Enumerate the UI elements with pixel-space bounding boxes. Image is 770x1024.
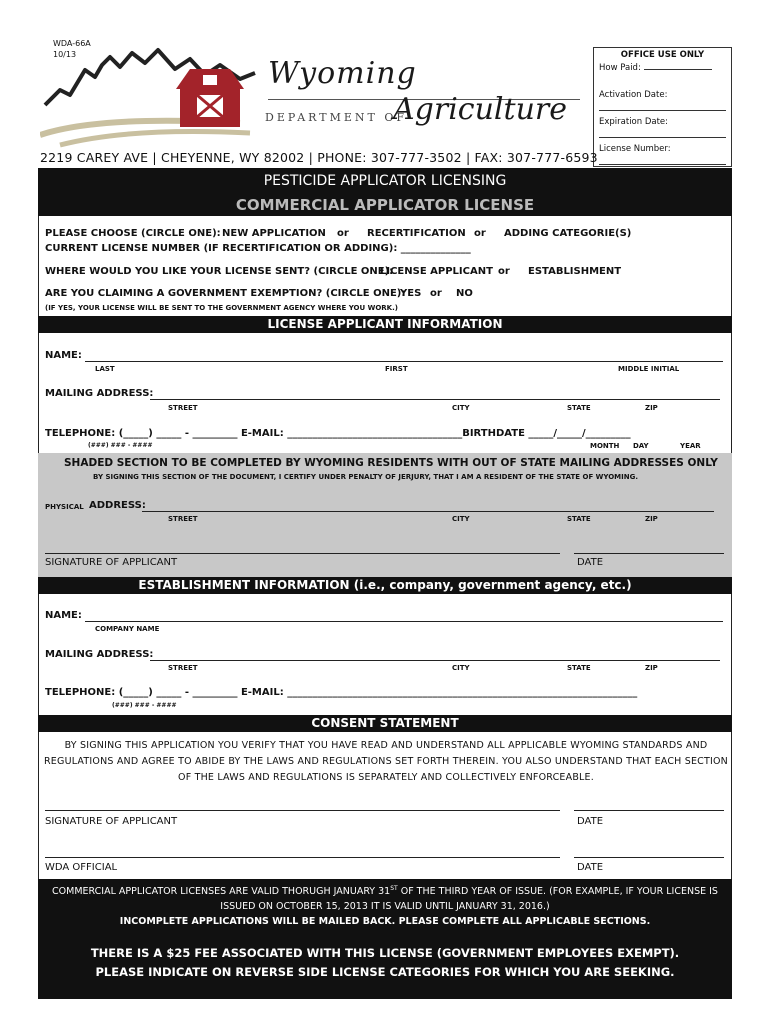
establishment-phone-email[interactable]: TELEPHONE: (_____) _____ - _________ E-MAIL: ______________________________________________________________________	[45, 687, 638, 698]
or-text: or	[474, 228, 486, 239]
sent-label: WHERE WOULD YOU LIKE YOUR LICENSE SENT? (CIRCLE ONE):	[45, 266, 394, 277]
resident-signature-input[interactable]	[45, 553, 560, 554]
resident-date-input[interactable]	[574, 553, 724, 554]
phone-format: (###) ### - ####	[88, 442, 153, 449]
wyoming-agriculture-logo	[40, 45, 265, 150]
physical-address-label: ADDRESS:	[89, 500, 146, 511]
label-state: STATE	[567, 664, 591, 672]
validity-text-a: COMMERCIAL APPLICATOR LICENSES ARE VALID THORUGH JANUARY 31	[52, 886, 391, 898]
office-use-box	[593, 47, 732, 167]
validity-text-b: OF THE THIRD YEAR OF ISSUE. (FOR EXAMPLE, IF YOUR LICENSE IS ISSUED ON OCTOBER 15, 2013 IT IS VALID UNTIL JANUARY 31, 2016.)	[220, 886, 718, 913]
fee-notice: THERE IS A $25 FEE ASSOCIATED WITH THIS LICENSE (GOVERNMENT EMPLOYEES EXEMPT).	[90, 946, 680, 961]
current-license-field[interactable]: CURRENT LICENSE NUMBER (IF RECERTIFICATION OR ADDING): ______________	[45, 243, 471, 254]
establishment-section-title: ESTABLISHMENT INFORMATION (i.e., company, government agency, etc.)	[38, 577, 732, 594]
office-field-how-paid[interactable]	[599, 63, 726, 90]
option-adding-categories[interactable]: ADDING CATEGORIE(S)	[504, 228, 632, 239]
consent-date-label: DATE	[577, 816, 604, 827]
choose-label: PLEASE CHOOSE (CIRCLE ONE):	[45, 228, 221, 239]
label-month: MONTH	[590, 442, 620, 450]
office-field-expiration[interactable]	[599, 117, 726, 144]
option-new-application[interactable]: NEW APPLICATION	[222, 228, 326, 239]
logo-agriculture: Agriculture	[393, 92, 567, 127]
consent-section-title: CONSENT STATEMENT	[38, 715, 732, 732]
consent-signature-label: SIGNATURE OF APPLICANT	[45, 816, 178, 827]
resident-signature-label: SIGNATURE OF APPLICANT	[45, 557, 178, 568]
applicant-name-label: NAME:	[45, 350, 82, 361]
label-last: LAST	[95, 365, 115, 373]
establishment-name-input[interactable]	[85, 621, 723, 622]
label-year: YEAR	[680, 442, 701, 450]
official-date-label: DATE	[577, 862, 604, 873]
label-city: CITY	[452, 404, 470, 412]
incomplete-notice: INCOMPLETE APPLICATIONS WILL BE MAILED BACK. PLEASE COMPLETE ALL APPLICABLE SECTIONS.	[119, 916, 651, 928]
office-use-title: OFFICE USE ONLY	[620, 50, 705, 60]
option-recertification[interactable]: RECERTIFICATION	[367, 228, 466, 239]
or-text: or	[337, 228, 349, 239]
label-zip: ZIP	[645, 664, 658, 672]
footer-notice	[38, 879, 732, 999]
agency-address: 2219 CAREY AVE | CHEYENNE, WY 82002 | PHONE: 307-777-3502 | FAX: 307-777-6593	[40, 150, 598, 165]
exempt-label: ARE YOU CLAIMING A GOVERNMENT EXEMPTION? (CIRCLE ONE):	[45, 288, 406, 299]
label-street: STREET	[168, 404, 198, 412]
applicant-mailing-input[interactable]	[150, 399, 720, 400]
or-text: or	[498, 266, 510, 277]
office-field-label: Activation Date:	[599, 90, 668, 100]
applicant-mailing-label: MAILING ADDRESS:	[45, 388, 154, 399]
official-label: WDA OFFICIAL	[45, 862, 118, 873]
option-yes[interactable]: YES	[400, 288, 422, 299]
label-state: STATE	[567, 404, 591, 412]
office-field-label: Expiration Date:	[599, 117, 669, 127]
applicant-section-title: LICENSE APPLICANT INFORMATION	[38, 316, 732, 333]
option-license-applicant[interactable]: LICENSE APPLICANT	[380, 266, 493, 277]
establishment-mailing-label: MAILING ADDRESS:	[45, 649, 154, 660]
office-field-label: How Paid:	[599, 63, 641, 73]
consent-text: BY SIGNING THIS APPLICATION YOU VERIFY THAT YOU HAVE READ AND UNDERSTAND ALL APPLICABLE WYOMING STANDARDS AND REGULATIONS AND AGREE TO ABIDE BY THE LAWS AND REGULATIONS SET FORTH THEREIN. YOU ALSO UNDERSTAND THAT EACH SECTION OF THE LAWS AND REGULATIONS IS SEPARATELY AND COLLECTIVELY ENFORCEABLE.	[44, 740, 728, 783]
validity-superscript: ST	[390, 885, 398, 892]
form-number: WDA-66A	[53, 39, 91, 48]
official-signature-input[interactable]	[45, 857, 560, 858]
office-field-label: License Number:	[599, 144, 671, 154]
office-field-activation[interactable]	[599, 90, 726, 117]
form-subtitle: COMMERCIAL APPLICATOR LICENSE	[38, 194, 732, 216]
logo-wyoming: Wyoming	[268, 56, 417, 91]
office-field-license-number[interactable]	[599, 144, 726, 171]
establishment-name-label: NAME:	[45, 610, 82, 621]
establishment-mailing-input[interactable]	[150, 660, 720, 661]
label-state: STATE	[567, 515, 591, 523]
label-company-name: COMPANY NAME	[95, 625, 160, 633]
phone-format: (###) ### - ####	[112, 702, 177, 709]
label-city: CITY	[452, 664, 470, 672]
logo-department-of: DEPARTMENT OF	[265, 111, 408, 124]
label-street: STREET	[168, 515, 198, 523]
consent-signature-input[interactable]	[45, 810, 560, 811]
label-first: FIRST	[385, 365, 408, 373]
applicant-name-input[interactable]	[85, 361, 723, 362]
exempt-note: (IF YES, YOUR LICENSE WILL BE SENT TO THE GOVERNMENT AGENCY WHERE YOU WORK.)	[45, 304, 398, 312]
applicant-phone-email-birthdate[interactable]: TELEPHONE: (_____) _____ - _________ E-MAIL: ___________________________________BIRTHDATE _____/_____/_________	[45, 428, 631, 439]
resident-date-label: DATE	[577, 557, 604, 568]
label-city: CITY	[452, 515, 470, 523]
reverse-side-notice: PLEASE INDICATE ON REVERSE SIDE LICENSE CATEGORIES FOR WHICH YOU ARE SEEKING.	[95, 965, 675, 980]
label-street: STREET	[168, 664, 198, 672]
option-no[interactable]: NO	[456, 288, 473, 299]
resident-section-title: SHADED SECTION TO BE COMPLETED BY WYOMING RESIDENTS WITH OUT OF STATE MAILING ADDRESSES ONLY	[64, 457, 718, 469]
form-revision-date: 10/13	[53, 50, 77, 59]
label-physical: PHYSICAL	[45, 503, 84, 511]
validity-notice	[38, 879, 732, 914]
consent-date-input[interactable]	[574, 810, 724, 811]
physical-address-input[interactable]	[142, 511, 714, 512]
resident-certify-text: BY SIGNING THIS SECTION OF THE DOCUMENT, I CERTIFY UNDER PENALTY OF JERJURY, THAT I AM A RESIDENT OF THE STATE OF WYOMING.	[93, 473, 638, 481]
label-zip: ZIP	[645, 404, 658, 412]
label-day: DAY	[633, 442, 649, 450]
official-date-input[interactable]	[574, 857, 724, 858]
form-title: PESTICIDE APPLICATOR LICENSING	[38, 168, 732, 194]
option-establishment[interactable]: ESTABLISHMENT	[528, 266, 622, 277]
label-zip: ZIP	[645, 515, 658, 523]
or-text: or	[430, 288, 442, 299]
label-middle-initial: MIDDLE INITIAL	[618, 365, 680, 373]
